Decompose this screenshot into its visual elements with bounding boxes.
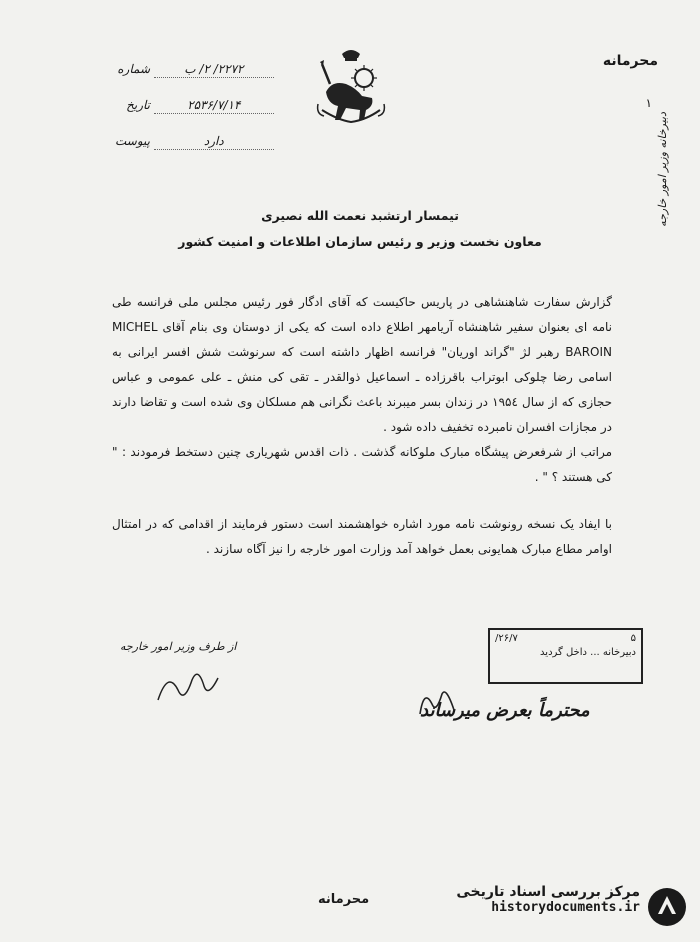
- date-value: ۲۵۳۶/۷/۱۴: [154, 98, 274, 114]
- handwritten-initials-icon: [414, 680, 460, 720]
- body-paragraph-3: با ایفاد یک نسخه رونوشت نامه مورد اشاره خواهشمند است دستور فرمایند از اقدامی که در امتثال اوامر مطاع مبارک همایونی بعمل خواهد آمد وزارت امور خارجه را نیز آگاه سازند .: [112, 517, 612, 556]
- date-label: تاریخ: [126, 98, 150, 112]
- addressee-name: تیمسار ارتشبد نعمت الله نصیری: [261, 208, 459, 223]
- archive-url: historydocuments.ir: [491, 900, 640, 915]
- signature-note: از طرف وزیر امور خارجه: [120, 640, 237, 653]
- signature-scribble-icon: [148, 660, 228, 710]
- body-paragraph-2: مراتب از شرفعرض پیشگاه مبارک ملوکانه گذشت . ذات اقدس شهریاری چنین دستخط فرمودند : " کی هستند ؟ " .: [112, 445, 612, 484]
- stamp-date: ۲۶/۷/: [495, 633, 518, 644]
- stamp-top-row: [495, 633, 636, 644]
- archive-logo-icon: [646, 886, 688, 928]
- attachment-row: [96, 134, 274, 150]
- attachment-value: دارد: [154, 134, 274, 150]
- lion-and-sun-emblem-icon: [312, 44, 390, 128]
- attachment-label: پیوست: [115, 134, 150, 148]
- classification-bottom: محرمانه: [318, 892, 370, 907]
- handwritten-note: محترماً بعرض میرساند: [420, 700, 590, 721]
- date-row: [96, 98, 274, 114]
- number-value: ۲۲۷۲/ ۲/ ب: [154, 62, 274, 78]
- body-paragraph-1: گزارش سفارت شاهنشاهی در پاریس حاکیست که آقای ادگار فور رئیس مجلس ملی فرانسه طی نامه ای بعنوان سفیر شاهنشاه آریامهر اطلاع داده است که یکی از دوستان وی بنام آقای MICHEL BAROIN رهبر لژ "گراند اوریان" فرانسه اظهار داشته است که سرنوشت شش افسر ایرانی به اسامی رضا چلوکی ابوتراب باقرزاده ـ اسماعیل ذوالقدر ـ تقی کی منش ـ علی عمومی و عباس حجازی که از سال ۱۹۵٤ در زندان بسر میبرند باعث نگرانی هم مسلکان وی شده است و تقاضا دارند در مجازات افسران نامبرده تخفیف داده شود .: [112, 295, 612, 434]
- stamp-number: ۵: [630, 633, 636, 644]
- number-row: [96, 62, 274, 78]
- side-number: ۱: [645, 96, 652, 110]
- addressee-title: معاون نخست وزیر و رئیس سازمان اطلاعات و امنیت کشور: [178, 234, 542, 249]
- number-label: شماره: [117, 62, 150, 76]
- archive-name: مرکز بررسی اسناد تاریخی: [456, 884, 640, 900]
- archive-footer: [418, 884, 688, 930]
- classification-top: محرمانه: [602, 53, 658, 69]
- side-ministry-note: دبیرخانه وزیر امور خارجه: [656, 112, 669, 227]
- registry-stamp: [488, 628, 643, 684]
- letter-body: [112, 290, 612, 562]
- stamp-text: دبیرخانه ... داخل گردید: [540, 647, 636, 658]
